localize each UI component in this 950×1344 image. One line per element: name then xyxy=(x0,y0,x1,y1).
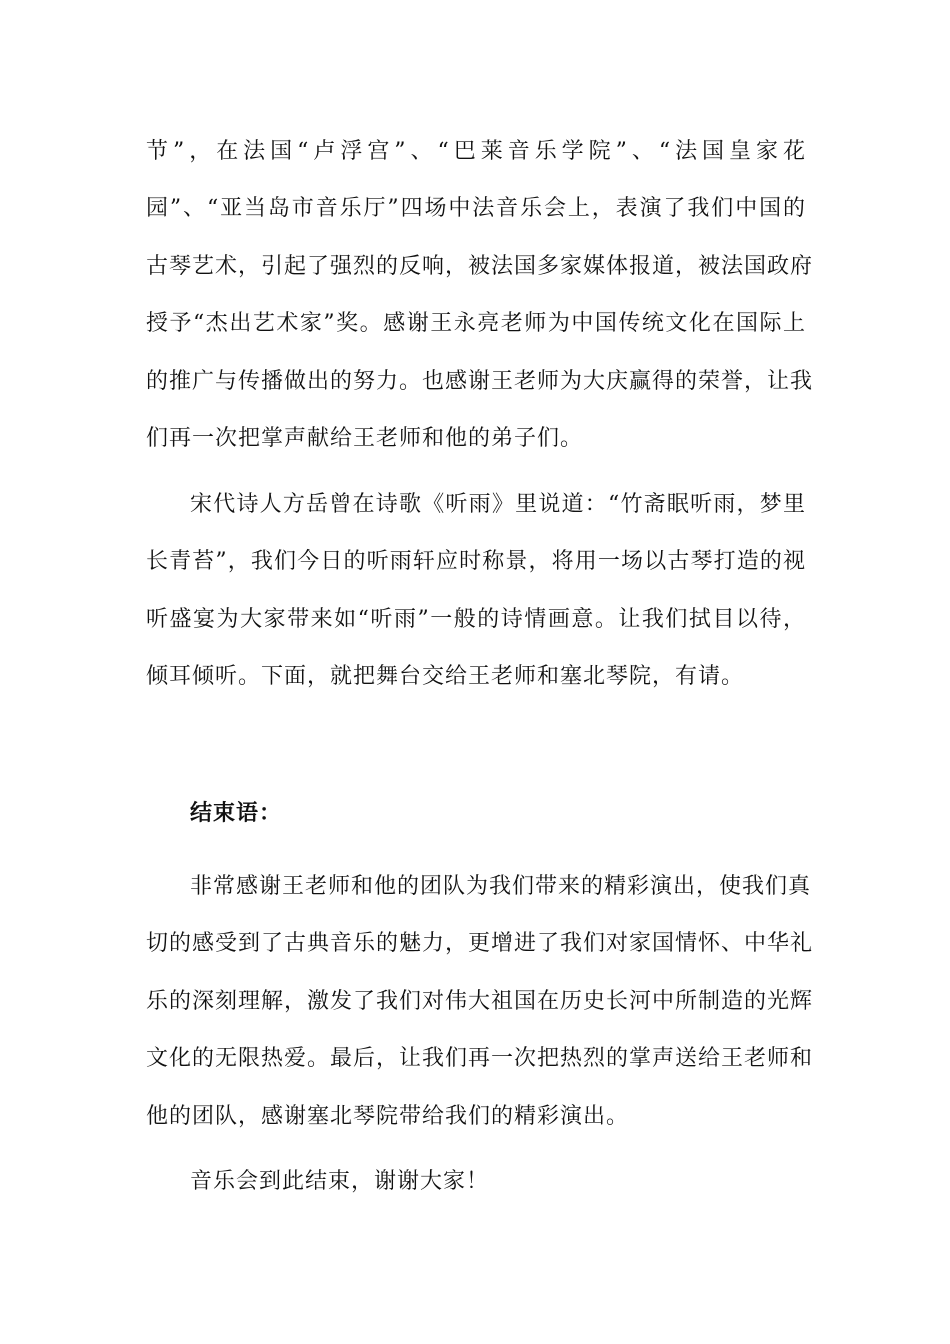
paragraph-4-line-1: 音乐会到此结束，谢谢大家！ xyxy=(190,1169,490,1194)
paragraph-3-line-3: 乐的深刻理解，激发了我们对伟大祖国在历史长河中所制造的光辉 xyxy=(146,989,814,1014)
paragraph-1-line-1: 节”，在法国“卢浮宫”、“巴莱音乐学院”、“法国皇家花 xyxy=(146,139,806,164)
paragraph-1-line-4: 授予“杰出艺术家”奖。感谢王永亮老师为中国传统文化在国际上 xyxy=(146,311,806,336)
paragraph-2-line-1: 宋代诗人方岳曾在诗歌《听雨》里说道：“竹斋眠听雨，梦里 xyxy=(190,492,806,517)
paragraph-1-line-3: 古琴艺术，引起了强烈的反响，被法国多家媒体报道，被法国政府 xyxy=(146,254,814,279)
paragraph-3-line-2: 切的感受到了古典音乐的魅力，更增进了我们对家国情怀、中华礼 xyxy=(146,931,814,956)
paragraph-1-line-5: 的推广与传播做出的努力。也感谢王老师为大庆赢得的荣誉，让我 xyxy=(146,369,814,394)
paragraph-2-line-3: 听盛宴为大家带来如“听雨”一般的诗情画意。让我们拭目以待， xyxy=(146,607,806,632)
paragraph-1-line-2: 园”、“亚当岛市音乐厅”四场中法音乐会上，表演了我们中国的 xyxy=(146,196,806,221)
paragraph-2-line-2: 长青苔”，我们今日的听雨轩应时称景，将用一场以古琴打造的视 xyxy=(146,549,806,574)
paragraph-3-line-5: 他的团队，感谢塞北琴院带给我们的精彩演出。 xyxy=(146,1104,630,1129)
paragraph-1-line-6: 们再一次把掌声献给王老师和他的弟子们。 xyxy=(146,426,584,451)
paragraph-3-line-4: 文化的无限热爱。最后，让我们再一次把热烈的掌声送给王老师和 xyxy=(146,1046,814,1071)
paragraph-2-line-4: 倾耳倾听。下面，就把舞台交给王老师和塞北琴院，有请。 xyxy=(146,664,745,689)
paragraph-3-line-1: 非常感谢王老师和他的团队为我们带来的精彩演出，使我们真 xyxy=(190,874,812,899)
closing-heading: 结束语： xyxy=(190,801,283,826)
